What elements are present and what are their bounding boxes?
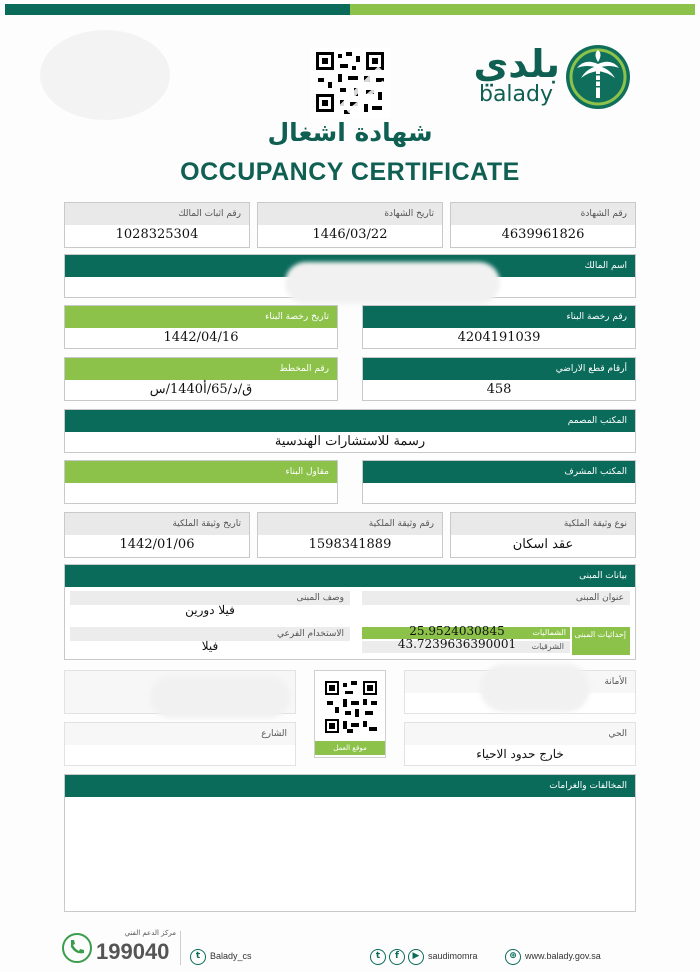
certificate-date-value: 1446/03/22	[312, 227, 388, 242]
ownership-doc-type-value: عقد اسكان	[512, 537, 574, 552]
plan-number-field	[64, 357, 338, 401]
phone-icon	[62, 933, 92, 963]
certificate-number-label: رقم الشهادة	[451, 203, 635, 225]
twitter-icon-2: t	[370, 949, 386, 965]
building-contractor-field	[64, 460, 338, 504]
logo-arabic-text: بلدي	[473, 42, 560, 86]
ownership-doc-number-field	[257, 512, 443, 558]
title-english: OCCUPANCY CERTIFICATE	[180, 158, 520, 186]
owner-id-value: 1028325304	[115, 227, 199, 242]
violations-section	[64, 774, 636, 912]
designer-office-field	[64, 409, 636, 453]
street-label: الشارع	[65, 723, 295, 745]
footer-divider	[180, 931, 181, 965]
ownership-doc-date-value: 1442/01/06	[119, 537, 195, 552]
sub-use-value: فيلا	[201, 639, 219, 653]
redacted-left-value	[150, 676, 290, 718]
building-description-label: وصف المبنى	[70, 591, 350, 605]
watermark-blob	[40, 30, 170, 120]
ownership-doc-date-field	[64, 512, 250, 558]
owner-id-label: رقم اثبات المالك	[65, 203, 249, 225]
logo-english-text: balady	[478, 82, 554, 107]
balady-logo	[470, 42, 635, 112]
supervisor-office-label: المكتب المشرف	[363, 461, 635, 483]
building-permit-date-field	[64, 305, 338, 349]
district-label: الحي	[405, 723, 635, 745]
top-bar-light	[350, 4, 695, 15]
building-permit-date-value: 1442/04/16	[163, 330, 239, 345]
certificate-number-field	[450, 202, 636, 248]
ownership-doc-type-field	[450, 512, 636, 558]
building-coordinates-label: إحداثيات المبنى	[572, 627, 630, 655]
land-plot-numbers-value: 458	[486, 382, 512, 397]
designer-office-value: رسمة للاستشارات الهندسية	[274, 434, 426, 449]
globe-icon: ⊕	[505, 949, 521, 965]
violations-label: المخالفات والغرامات	[65, 775, 635, 797]
support-phone: 199040	[96, 939, 170, 964]
ownership-doc-number-value: 1598341889	[308, 537, 392, 552]
redacted-amanah	[480, 664, 590, 712]
north-coord-value: 25.9524030845	[409, 624, 505, 638]
footer	[0, 925, 700, 972]
certificate-number-value: 4639961826	[501, 227, 585, 242]
building-data-label: بيانات المبنى	[65, 565, 635, 587]
top-bar-dark	[5, 4, 350, 15]
qr-code-top	[310, 48, 390, 118]
building-description-value: فيلا دورين	[185, 603, 235, 617]
district-field	[404, 722, 636, 766]
owner-name-label: اسم المالك	[65, 255, 635, 277]
ownership-doc-type-label: نوع وثيقة الملكية	[451, 513, 635, 535]
twitter-handle: Balady_cs	[210, 951, 252, 961]
east-label: الشرقيات	[362, 641, 570, 653]
owner-id-field	[64, 202, 250, 248]
youtube-icon: ▶	[408, 949, 424, 965]
certificate-date-field	[257, 202, 443, 248]
land-plot-numbers-field	[362, 357, 636, 401]
building-permit-number-value: 4204191039	[457, 330, 541, 345]
twitter-icon: t	[190, 949, 206, 965]
designer-office-label: المكتب المصمم	[65, 410, 635, 432]
palm-tree-logo-icon	[565, 44, 631, 110]
district-value: خارج حدود الاحياء	[476, 747, 564, 761]
plan-number-value: ق/د/65/أ1440/س	[149, 382, 253, 397]
qr-code-site	[323, 679, 379, 735]
north-label: الشماليات	[532, 628, 566, 637]
sub-use-label: الاستخدام الفرعي	[70, 627, 350, 641]
supervisor-office-field	[362, 460, 636, 504]
street-field	[64, 722, 296, 766]
east-coord-value: 43.7239636390001	[397, 637, 517, 651]
site-qr-card	[314, 670, 386, 758]
ownership-doc-number-label: رقم وثيقة الملكية	[258, 513, 442, 535]
site-qr-label: موقع العمل	[315, 741, 385, 755]
building-address-label: عنوان المبنى	[362, 591, 630, 605]
building-permit-number-field	[362, 305, 636, 349]
title-arabic: شهادة اشغال	[267, 118, 433, 147]
ownership-doc-date-label: تاريخ وثيقة الملكية	[65, 513, 249, 535]
redacted-owner-name	[285, 262, 500, 304]
plan-number-label: رقم المخطط	[65, 358, 337, 380]
building-contractor-label: مقاول البناء	[65, 461, 337, 483]
building-permit-number-label: رقم رخصة البناء	[363, 306, 635, 328]
social-handle: saudimomra	[428, 951, 478, 961]
certificate-date-label: تاريخ الشهادة	[258, 203, 442, 225]
amanah-label: الأمانة	[405, 671, 635, 693]
website-link[interactable]: www.balady.gov.sa	[525, 951, 601, 961]
building-permit-date-label: تاريخ رخصة البناء	[65, 306, 337, 328]
support-label: مركز الدعم الفني	[124, 929, 176, 937]
facebook-icon: f	[389, 949, 405, 965]
land-plot-numbers-label: أرقام قطع الاراضي	[363, 358, 635, 380]
